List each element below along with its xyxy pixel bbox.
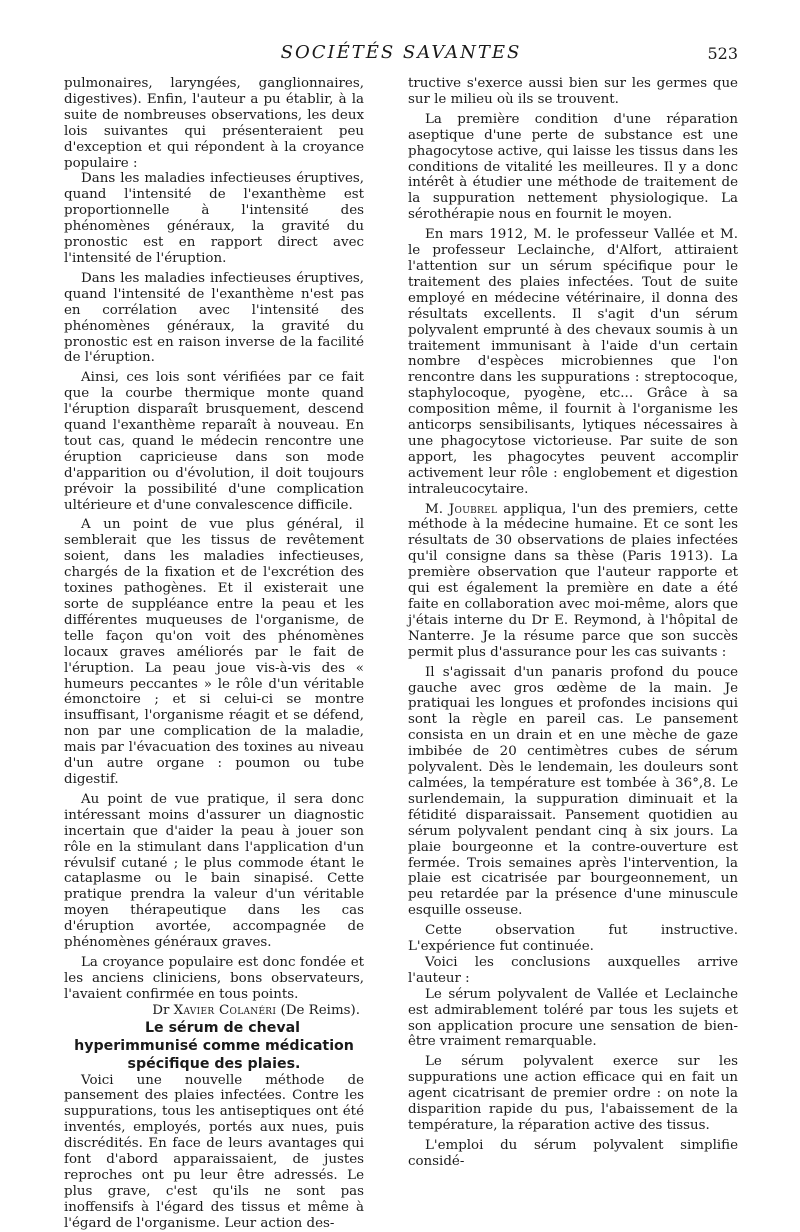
paragraph: tructive s'exerce aussi bien sur les germes que sur le milieu où ils se trouvent. bbox=[408, 76, 738, 107]
signature-name: Xavier Colanéri bbox=[173, 1002, 277, 1018]
paragraph: A un point de vue plus général, il semblerait que les tissus de revêtement soient, dans les maladies infectieuses, chargés de la fixation et de l'excrétion des toxines pathogènes. Et il existerait une sorte de suppléance entre la peau et les différentes muqueuses de l'organisme, de telle façon qu'on voit des phénomènes locaux graves améliorés par le fait de l'éruption. La peau joue vis-à-vis des « humeurs peccantes » le rôle d'un véritable émonctoire ; et si celui-ci se montre insuffisant, l'organisme réagit et se défend, non par une complication de la maladie, mais par l'évacuation des toxines au niveau d'un autre organe : poumon ou tube digestif. bbox=[64, 517, 364, 787]
paragraph: Le sérum polyvalent de Vallée et Leclainche est admirablement toléré par tous les sujets et son application procure une sensation de bien-être vraiment remarquable. bbox=[408, 986, 738, 1050]
paragraph bbox=[408, 502, 738, 661]
paragraph: La première condition d'une réparation aseptique d'une perte de substance est une phagocytose active, qui laisse les tissus dans les conditions de vitalité les meilleures. Il y a donc intérêt à étudier une méthode de traitement de la suppuration nettement physiologique. La sérothérapie nous en fournit le moyen. bbox=[408, 111, 738, 223]
cited-author: Joubrel bbox=[448, 501, 498, 517]
running-header bbox=[64, 42, 738, 70]
paragraph: Dans les maladies infectieuses éruptives, quand l'intensité de l'exanthème est proportionnelle à l'intensité des phénomènes généraux, la gravité du pronostic est en rapport direct avec l'intensité de l'éruption. bbox=[64, 171, 364, 266]
author-signature bbox=[64, 1003, 364, 1019]
signature-prefix: Dr bbox=[152, 1002, 170, 1018]
paragraph: Voici les conclusions auxquelles arrive l'auteur : bbox=[408, 954, 738, 986]
signature-place: (De Reims). bbox=[280, 1002, 360, 1018]
paragraph: Ainsi, ces lois sont vérifiées par ce fait que la courbe thermique monte quand l'éruption disparaît brusquement, descend quand l'exanthème reparaît à nouveau. En tout cas, quand le médecin rencontre une éruption capricieuse dans son mode d'apparition ou d'évolution, il doit toujours prévoir la possibilité d'une complication ultérieure et d'une convalescence difficile. bbox=[64, 370, 364, 513]
paragraph: Le sérum polyvalent exerce sur les suppurations une action efficace qui en fait un agent cicatrisant de premier ordre : on note la disparition rapide du pus, l'abaissement de la température, la réparation active des tissus. bbox=[408, 1054, 738, 1133]
running-title: SOCIÉTÉS SAVANTES bbox=[280, 42, 522, 63]
paragraph: Dans les maladies infectieuses éruptives, quand l'intensité de l'exanthème n'est pas en corrélation avec l'intensité des phénomènes généraux, la gravité du pronostic est en raison inverse de la facilité de l'éruption. bbox=[64, 270, 364, 366]
paragraph: Cette observation fut instructive. L'expérience fut continuée. bbox=[408, 923, 738, 955]
paragraph-text: appliqua, l'un des premiers, cette méthode à la médecine humaine. Et ce sont les résultats de 30 observations de plaies infectées qu'il consigne dans sa thèse (Paris 1913). La première observation que l'auteur rapporte et qui est également la première en date a été faite en collaboration avec moi-même, alors que j'étais interne du Dr E. Reymond, à l'hôpital de Nanterre. Je la résume parce que son succès permit plus d'assurance pour les cas suivants : bbox=[408, 501, 738, 660]
paragraph: La croyance populaire est donc fondée et les anciens cliniciens, bons observateurs, l'avaient confirmée en tous points. bbox=[64, 954, 364, 1002]
page-number: 523 bbox=[707, 44, 738, 63]
paragraph: Au point de vue pratique, il sera donc intéressant moins d'assurer un diagnostic incertain que d'aider la peau à jouer son rôle en la stimulant dans l'application d'un révulsif cutané ; le plus commode étant le cataplasme ou le bain sinapisé. Cette pratique prendra la valeur d'un véritable moyen thérapeutique dans les cas d'éruption avortée, accompagnée de phénomènes généraux graves. bbox=[64, 791, 364, 951]
paragraph-prefix: M. bbox=[425, 501, 443, 517]
paragraph: pulmonaires, laryngées, ganglionnaires, digestives). Enfin, l'auteur a pu établir, à la suite de nombreuses observations, les deux lois suivantes qui présenteraient peu d'exception et qui répondent à la croyance populaire : bbox=[64, 76, 364, 171]
paragraph: Il s'agissait d'un panaris profond du pouce gauche avec gros œdème de la main. Je pratiquai les longues et profondes incisions qui sont la règle en pareil cas. Le pansement consista en un drain et en une mèche de gaze imbibée de 20 centimètres cubes de sérum polyvalent. Dès le lendemain, les douleurs sont calmées, la température est tombée à 36°,8. Le surlendemain, la suppuration diminuait et la fétidité disparaissait. Pansement quotidien au sérum polyvalent pendant cinq à six jours. La plaie bourgeonne et la contre-ouverture est fermée. Trois semaines après l'intervention, la plaie est cicatrisée par bourgeonnement, un peu retardée par la présence d'une minuscule esquille osseuse. bbox=[408, 664, 738, 919]
paragraph: Voici une nouvelle méthode de pansement des plaies infectées. Contre les suppurations, tous les antiseptiques ont été inventés, employés, portés aux nues, puis discrédités. En face de leurs avantages qui font d'abord apparaissaient, de justes reproches ont pu leur être adressés. Le plus grave, c'est qu'ils ne sont pas inoffensifs à l'égard des tissus et même à l'égard de l'organisme. Leur action des- bbox=[64, 1072, 364, 1231]
left-column bbox=[64, 76, 364, 1232]
section-heading: Le sérum de cheval hyperimmunisé comme médication spécifique des plaies. bbox=[74, 1019, 354, 1072]
paragraph: En mars 1912, M. le professeur Vallée et M. le professeur Leclainche, d'Alfort, attiraient l'attention sur un sérum spécifique pour le traitement des plaies infectées. Tout de suite employé en médecine vétérinaire, il donna des résultats excellents. Il s'agit d'un sérum polyvalent emprunté à des chevaux soumis à un traitement immunisant à l'aide d'un certain nombre d'espèces microbiennes que l'on rencontre dans les suppurations : streptocoque, staphylocoque, pyogène, etc... Grâce à sa composition même, il fournit à l'organisme les anticorps sensibilisants, lytiques nécessaires à une phagocytose victorieuse. Par suite de son apport, les phagocytes peuvent accomplir activement leur rôle : englobement et digestion intraleucocytaire. bbox=[408, 227, 738, 497]
paragraph: L'emploi du sérum polyvalent simplifie considé- bbox=[408, 1137, 738, 1169]
right-column bbox=[408, 76, 738, 1170]
